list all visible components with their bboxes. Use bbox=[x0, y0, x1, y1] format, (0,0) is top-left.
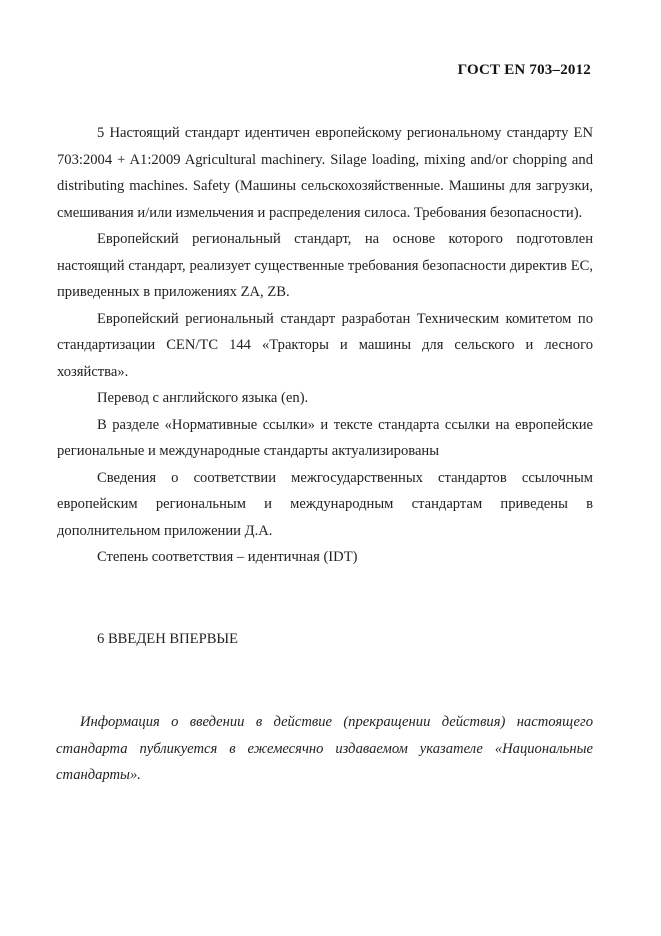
paragraph-technical-committee: Европейский региональный стандарт разработан Техническим комитетом по стандартизации CEN/TC 144 «Тракторы и машины для сельского и лесного хозяйства». bbox=[57, 310, 593, 380]
paragraph-standard-identity: 5 Настоящий стандарт идентичен европейскому региональному стандарту EN 703:2004 + A1:2009 Agricultural machinery. Silage loading, mixing and/or chopping and distributing machines. Safety (Машины сельскохозяйственные. Машины для загрузки, смешивания и/или измельчения и распределения силоса. Требования безопасности). bbox=[57, 125, 593, 221]
paragraph-directive-requirements: Европейский региональный стандарт, на основе которого подготовлен настоящий стандарт, реализует существенные требования безопасности директив ЕС, приведенных в приложениях ZA, ZB. bbox=[57, 231, 593, 300]
notice-text: Информация о введении в действие (прекращении действия) настоящего стандарта публикуется в ежемесячно издаваемом указателе «Национальные стандарты». bbox=[56, 714, 593, 783]
publication-notice bbox=[56, 709, 593, 789]
paragraph-references-updated: В разделе «Нормативные ссылки» и тексте стандарта ссылки на европейские региональные и международные стандарты актуализированы bbox=[57, 416, 593, 459]
body-text bbox=[57, 120, 593, 571]
section-heading-introduced: 6 ВВЕДЕН ВПЕРВЫЕ bbox=[97, 631, 239, 647]
paragraph-degree-of-conformity: Степень соответствия – идентичная (IDT) bbox=[97, 549, 358, 565]
document-code: ГОСТ EN 703–2012 bbox=[457, 62, 591, 78]
paragraph-correspondence-info: Сведения о соответствии межгосударственных стандартов ссылочным европейским региональным и международным стандартам приведены в дополнительном приложении Д.А. bbox=[57, 469, 593, 539]
paragraph-translation: Перевод с английского языка (en). bbox=[97, 390, 309, 406]
